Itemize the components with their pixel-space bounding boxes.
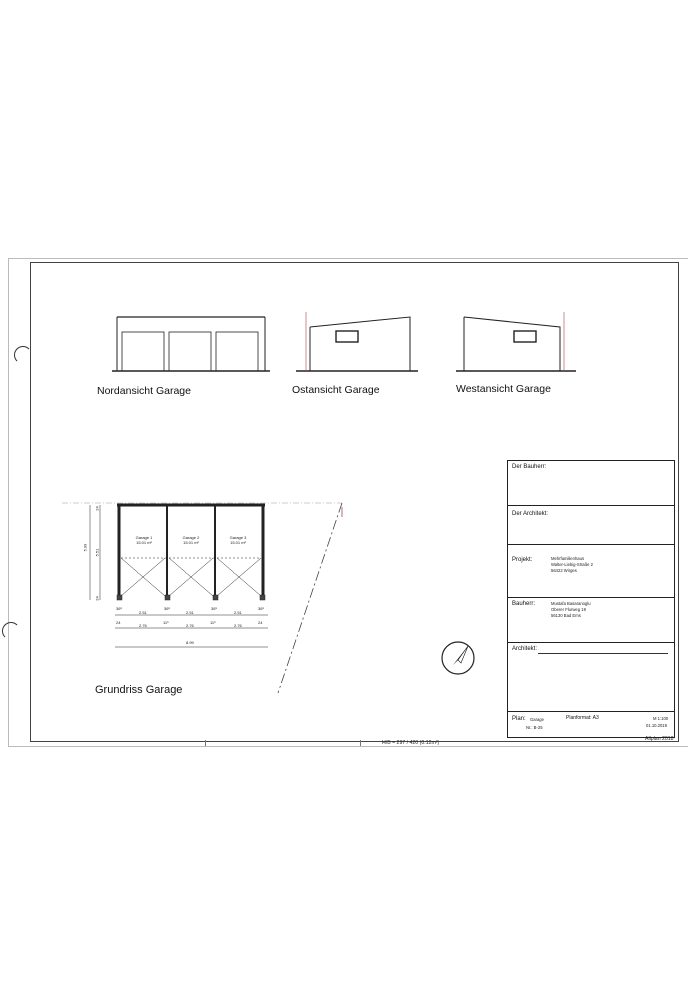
dim-top-4: 2.51: [186, 610, 194, 615]
tb-architekt-top-label: Der Architekt:: [512, 511, 549, 517]
room-name: Garage 3: [229, 535, 247, 540]
dim-top-3: 36⁵: [164, 606, 171, 611]
tb-projekt-line-2: Walter-Liebig-Straße 2: [551, 562, 593, 567]
tb-bauherr-top-label: Der Bauherr:: [512, 464, 547, 470]
sheet-guide-bottom: [8, 746, 688, 747]
floor-plan-drawing: [60, 495, 360, 695]
tb-nr: Nr.: B-25: [526, 725, 543, 730]
title-block: [507, 460, 675, 738]
tb-projekt-line-3: 56422 Wirges: [551, 568, 577, 573]
tb-bauherr-line-1: Mustafa Basaranoglu: [551, 601, 591, 606]
tb-scale: M 1:100: [653, 716, 669, 721]
tb-architekt-line: [538, 653, 668, 654]
east-elevation: [296, 312, 418, 371]
tb-architekt-signature: [508, 506, 674, 545]
dim-top-2: 2.51: [139, 610, 147, 615]
north-elevation: [112, 317, 270, 371]
west-elevation: [456, 312, 576, 371]
footer-divider-2: [360, 740, 361, 746]
dim-top-1: 36⁵: [116, 606, 123, 611]
dim-left-1: 5.99: [82, 543, 88, 552]
room-area: 15.01 m²: [183, 540, 199, 545]
room-name: Garage 2: [182, 535, 200, 540]
tb-plan-row: [508, 712, 674, 736]
room-area: 15.01 m²: [230, 540, 246, 545]
tb-date: 01.10.2019: [646, 723, 667, 728]
dim-left-2: 5.51: [94, 548, 100, 557]
dim-mid-1: 24: [116, 620, 121, 625]
tb-plan-label: Plan:: [512, 716, 526, 722]
dim-mid-5: 11⁵: [210, 620, 216, 625]
north-elevation-title: Nordansicht Garage: [97, 385, 191, 397]
dim-top-6: 2.51: [234, 610, 242, 615]
sheet-guide-top: [8, 258, 688, 259]
floor-plan-title: Grundriss Garage: [95, 684, 183, 696]
tb-architekt: [508, 643, 674, 712]
tb-planformat: Planformat: A3: [566, 715, 599, 721]
tb-bauherr-signature: [508, 461, 674, 506]
dim-mid-7: 24: [258, 620, 263, 625]
dim-mid-2: 2.76: [139, 623, 147, 628]
room-label-garage-3: [228, 535, 248, 545]
tb-projekt: [508, 545, 674, 598]
dim-top-7: 36⁵: [258, 606, 265, 611]
tb-bauherr-line-2: Oberer Flurweg 19: [551, 607, 586, 612]
dim-mid-3: 11⁵: [163, 620, 169, 625]
dim-mid-4: 2.76: [186, 623, 194, 628]
room-label-garage-2: [181, 535, 201, 545]
footer-software: Allplan 2018: [645, 736, 674, 742]
west-elevation-title: Westansicht Garage: [456, 383, 551, 395]
dim-left-3: 24: [94, 506, 100, 511]
elevations-drawing: [100, 300, 580, 380]
dim-mid-6: 2.76: [234, 623, 242, 628]
tb-bauherr: [508, 598, 674, 643]
room-area: 15.01 m²: [136, 540, 152, 545]
dim-top-5: 36⁵: [211, 606, 218, 611]
tb-bauherr-line-3: 56130 Bad Ems: [551, 613, 581, 618]
dim-total: 8.99: [186, 640, 194, 645]
punch-hole-bottom: [2, 622, 20, 640]
footer-format: H/B = 297 / 420 (0.12m²): [382, 740, 440, 746]
room-label-garage-1: [134, 535, 154, 545]
room-name: Garage 1: [135, 535, 153, 540]
east-elevation-title: Ostansicht Garage: [292, 384, 380, 396]
footer-divider-1: [205, 740, 206, 746]
north-arrow-icon: [439, 639, 477, 677]
dim-left-4: 24: [94, 596, 100, 601]
tb-projekt-line-1: Mehrfamilienhaus: [551, 556, 585, 561]
tb-projekt-label: Projekt:: [512, 557, 533, 563]
tb-architekt-label: Architekt:: [512, 646, 538, 652]
sheet-guide-left: [8, 258, 9, 746]
tb-plan-value: Garage: [530, 717, 544, 722]
tb-bauherr-label: Bauherr:: [512, 601, 536, 607]
